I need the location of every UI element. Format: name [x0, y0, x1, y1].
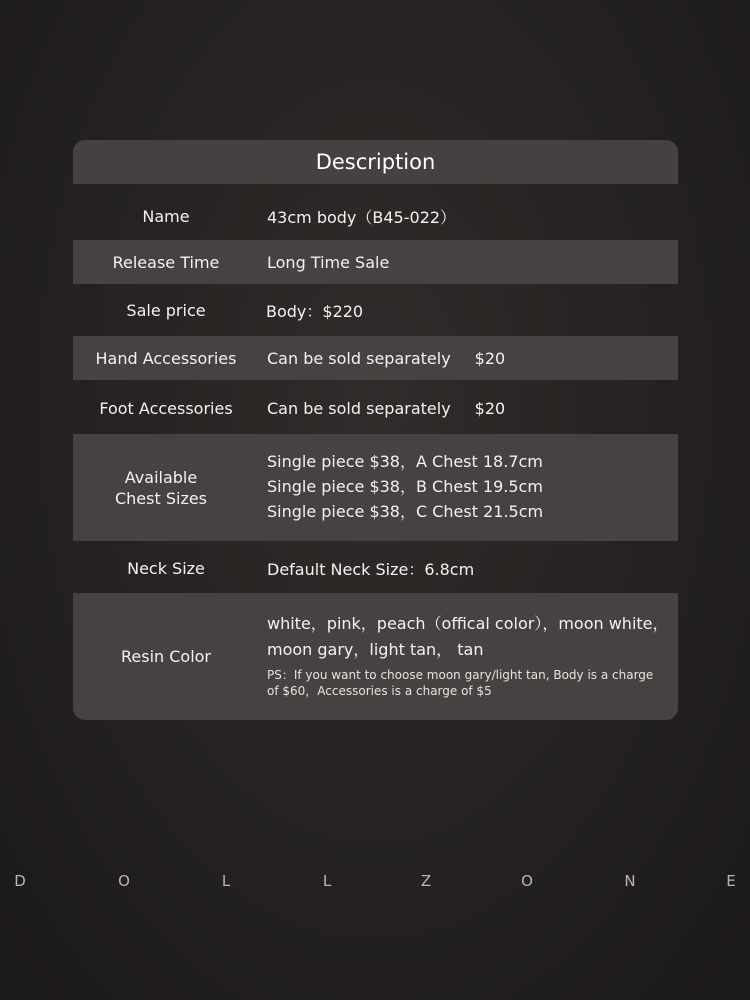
brand-letter: N — [624, 872, 636, 890]
description-card — [73, 140, 678, 720]
name-value: 43cm body（B45-022） — [267, 207, 457, 227]
sale-price-value: Body：$220 — [266, 301, 364, 321]
chest-size-item: Single piece $38，B Chest 19.5cm — [267, 477, 543, 496]
row-foot-accessories — [73, 386, 678, 430]
hand-accessories-price: $20 — [474, 348, 506, 368]
neck-size-value: Default Neck Size：6.8cm — [267, 559, 475, 579]
chest-size-item: Single piece $38，A Chest 18.7cm — [267, 452, 543, 471]
brand-letter: L — [322, 872, 332, 890]
row-release-time — [73, 240, 678, 284]
chest-sizes-label-line2: Chest Sizes — [114, 488, 208, 508]
brand-letter: D — [14, 872, 26, 890]
row-sale-price — [73, 288, 678, 332]
chest-sizes-list — [267, 449, 543, 524]
row-resin-color — [73, 593, 678, 720]
row-name — [73, 192, 678, 240]
chest-size-item: Single piece $38，C Chest 21.5cm — [267, 502, 544, 521]
foot-accessories-label: Foot Accessories — [99, 398, 233, 418]
release-time-label: Release Time — [112, 252, 220, 272]
row-chest-sizes — [73, 434, 678, 541]
name-label: Name — [142, 206, 190, 226]
hand-accessories-text: Can be sold separately — [267, 348, 451, 368]
sale-price-label: Sale price — [126, 300, 206, 320]
release-time-value: Long Time Sale — [267, 252, 390, 272]
brand-letter: E — [726, 872, 736, 890]
resin-color-note: PS：If you want to choose moon gary/light tan, Body is a charge of $60，Accessories is a charge of $5 — [267, 668, 654, 698]
neck-size-label: Neck Size — [127, 558, 205, 578]
hand-accessories-label: Hand Accessories — [95, 348, 237, 368]
row-neck-size — [73, 545, 678, 591]
chest-sizes-label — [73, 467, 249, 509]
row-hand-accessories — [73, 336, 678, 380]
brand-letter: O — [118, 872, 130, 890]
description-title: Description — [73, 140, 678, 184]
foot-accessories-price: $20 — [474, 398, 506, 418]
brand-letter: L — [221, 872, 231, 890]
brand-wordmark — [0, 872, 750, 892]
brand-letter: O — [521, 872, 533, 890]
brand-letter: Z — [420, 872, 432, 890]
resin-color-value: white，pink，peach（offical color），moon white，moon gary，light tan， tan — [267, 614, 669, 659]
hand-accessories-value — [267, 349, 505, 368]
foot-accessories-text: Can be sold separately — [267, 398, 451, 418]
chest-sizes-label-line1: Available — [124, 467, 198, 487]
resin-color-label: Resin Color — [120, 647, 212, 666]
foot-accessories-value — [267, 399, 505, 418]
